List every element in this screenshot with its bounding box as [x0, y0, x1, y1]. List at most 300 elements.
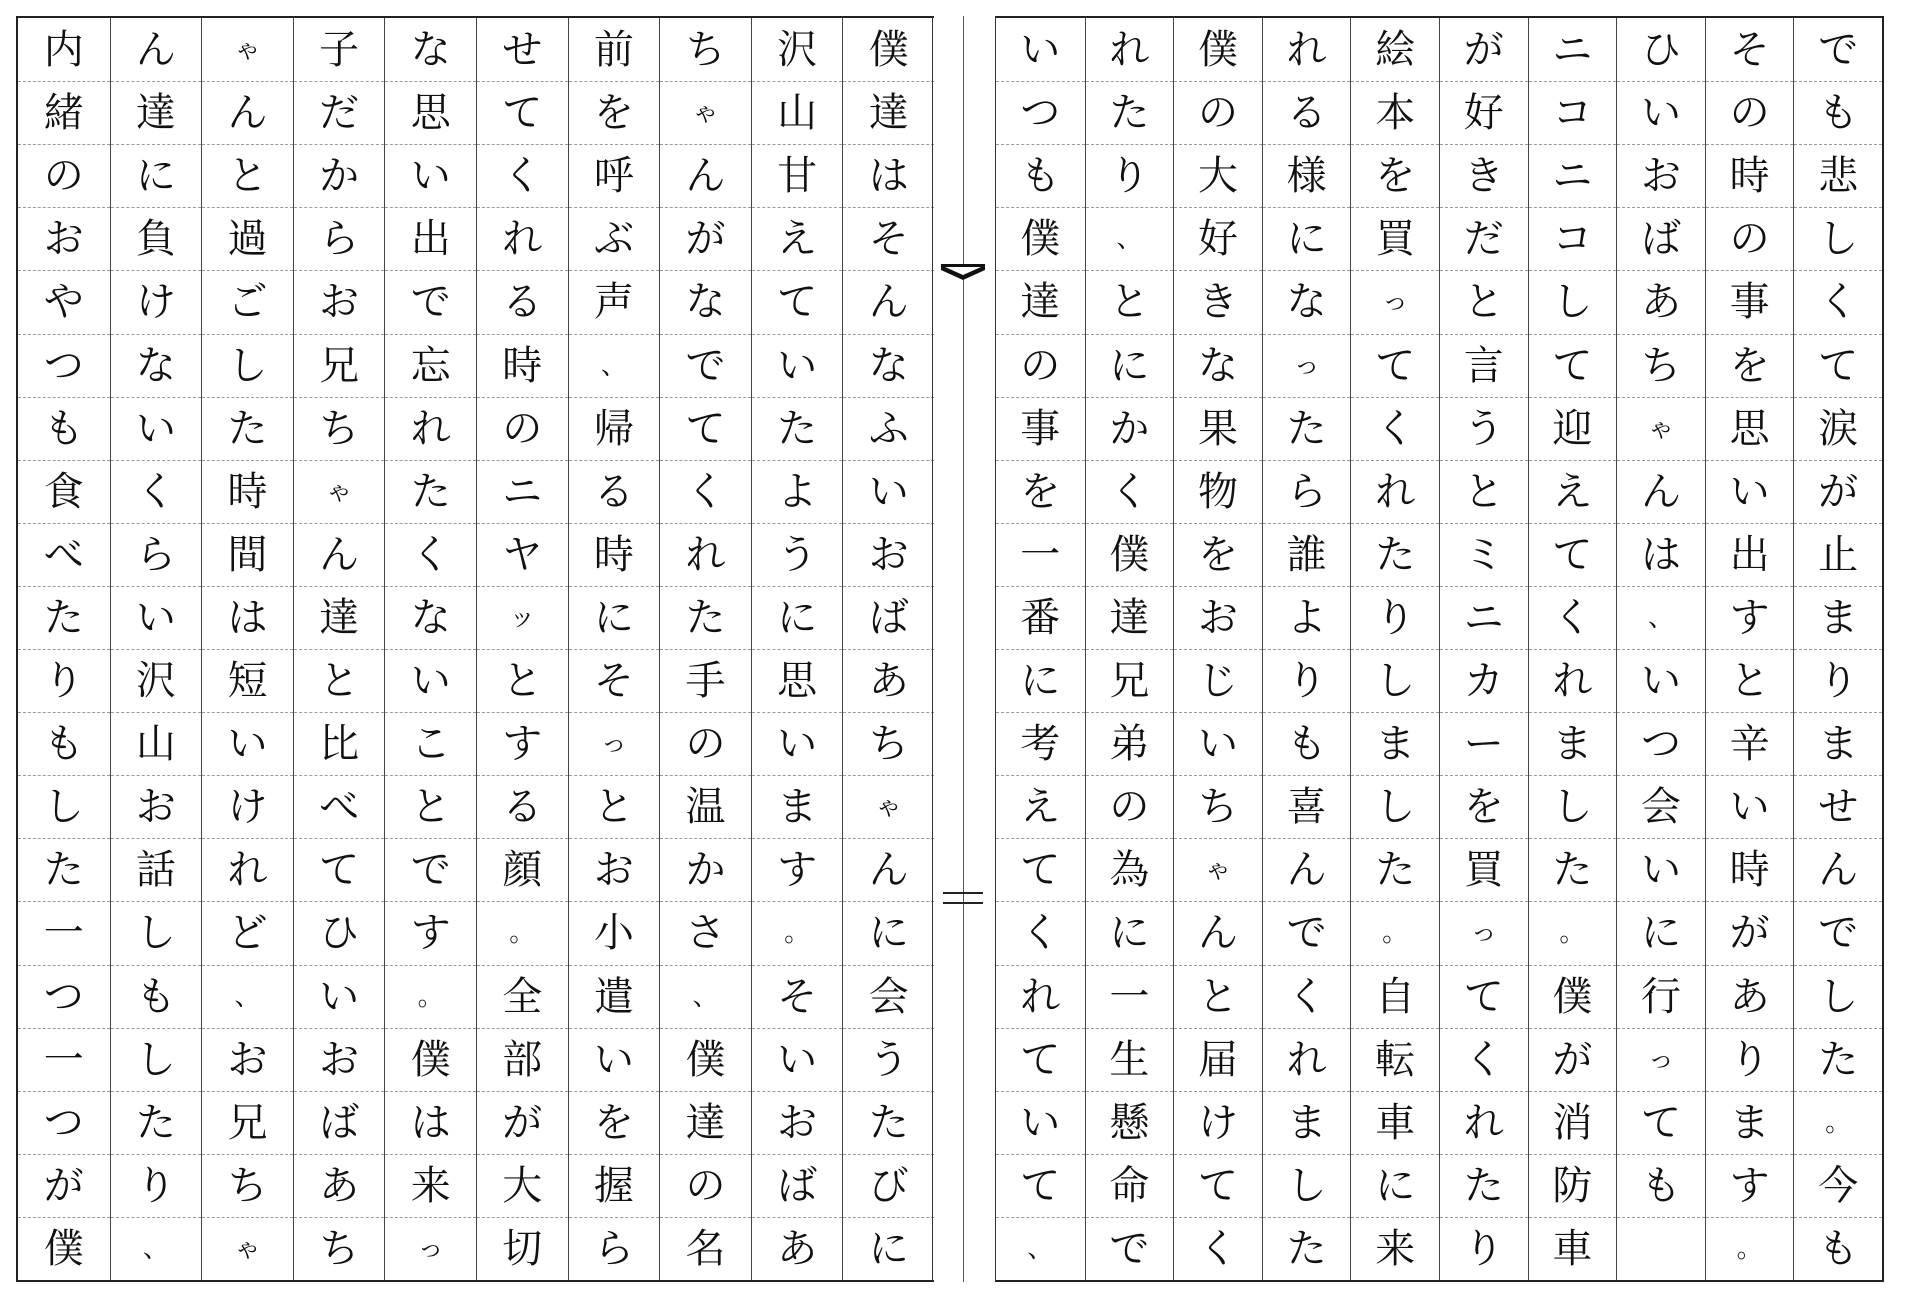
- manuscript-cell: さ: [660, 901, 751, 964]
- manuscript-cell: 達: [660, 1091, 751, 1154]
- manuscript-cell: 内: [43, 26, 84, 73]
- manuscript-cell: ま: [1794, 712, 1882, 775]
- manuscript-cell: 僕: [1529, 965, 1617, 1028]
- manuscript-cell: い: [294, 965, 385, 1028]
- manuscript-cell: く: [1174, 1217, 1262, 1280]
- manuscript-cell: で: [385, 270, 476, 333]
- right-page: [996, 16, 1884, 1282]
- manuscript-cell: い: [843, 460, 934, 523]
- manuscript-cell: 様: [1263, 144, 1351, 207]
- manuscript-cell: と: [294, 649, 385, 712]
- manuscript-cell: の: [1706, 81, 1794, 144]
- manuscript-cell: だ: [1440, 207, 1528, 270]
- manuscript-cell: た: [1529, 838, 1617, 901]
- manuscript-cell: ん: [1794, 838, 1882, 901]
- manuscript-cell: ん: [294, 523, 385, 586]
- manuscript-cell: え: [752, 207, 843, 270]
- manuscript-cell: て: [1529, 334, 1617, 397]
- manuscript-cell: ま: [1794, 586, 1882, 649]
- manuscript-cell: と: [1440, 460, 1528, 523]
- manuscript-cell: く: [1263, 965, 1351, 1028]
- manuscript-cell: い: [385, 144, 476, 207]
- manuscript-cell: 消: [1529, 1091, 1617, 1154]
- manuscript-cell: 大: [477, 1154, 568, 1217]
- manuscript-cell: に: [996, 649, 1085, 712]
- manuscript-cell: そ: [843, 207, 934, 270]
- manuscript-cell: ち: [843, 712, 934, 775]
- manuscript-cell: で: [385, 838, 476, 901]
- manuscript-cell: あ: [1706, 965, 1794, 1028]
- manuscript-cell: た: [1263, 1217, 1351, 1280]
- manuscript-cell: し: [1529, 270, 1617, 333]
- manuscript-cell: ち: [202, 1154, 293, 1217]
- manuscript-column: [1173, 18, 1262, 1280]
- manuscript-cell: か: [294, 144, 385, 207]
- manuscript-cell: 兄: [1086, 649, 1174, 712]
- manuscript-cell: ら: [294, 207, 385, 270]
- manuscript-cell: 僕: [996, 207, 1085, 270]
- manuscript-cell: 部: [477, 1028, 568, 1091]
- manuscript-cell: 行: [1617, 965, 1705, 1028]
- manuscript-column: [842, 18, 934, 1280]
- manuscript-cell: し: [1351, 649, 1439, 712]
- manuscript-cell: な: [1263, 270, 1351, 333]
- manuscript-cell: 一: [996, 523, 1085, 586]
- manuscript-cell: 僕: [385, 1028, 476, 1091]
- manuscript-cell: な: [660, 270, 751, 333]
- manuscript-cell: 、: [569, 334, 660, 397]
- manuscript-cell: 涙: [1794, 397, 1882, 460]
- manuscript-column: [1350, 18, 1439, 1280]
- manuscript-cell: ら: [569, 1217, 660, 1280]
- manuscript-cell: ー: [1440, 712, 1528, 775]
- manuscript-cell: 番: [996, 586, 1085, 649]
- manuscript-cell: 話: [111, 838, 202, 901]
- manuscript-cell: い: [385, 649, 476, 712]
- manuscript-column: [110, 18, 202, 1280]
- manuscript-cell: 止: [1794, 523, 1882, 586]
- manuscript-cell: た: [18, 838, 110, 901]
- manuscript-column: [659, 18, 751, 1280]
- manuscript-cell: ば: [843, 586, 934, 649]
- manuscript-cell: 車: [1351, 1091, 1439, 1154]
- manuscript-cell: る: [1263, 81, 1351, 144]
- manuscript-cell: て: [1794, 334, 1882, 397]
- manuscript-cell: が: [1529, 1028, 1617, 1091]
- manuscript-cell: を: [1706, 334, 1794, 397]
- manuscript-cell: べ: [18, 523, 110, 586]
- manuscript-cell: 。: [752, 901, 843, 964]
- manuscript-cell: も: [1263, 712, 1351, 775]
- manuscript-cell: し: [1263, 1154, 1351, 1217]
- manuscript-cell: り: [1440, 1217, 1528, 1280]
- manuscript-cell: 迎: [1529, 397, 1617, 460]
- manuscript-cell: 時: [569, 523, 660, 586]
- manuscript-cell: 今: [1794, 1154, 1882, 1217]
- manuscript-cell: と: [1086, 270, 1174, 333]
- manuscript-cell: お: [18, 207, 110, 270]
- manuscript-cell: た: [1351, 838, 1439, 901]
- manuscript-cell: 僕: [660, 1028, 751, 1091]
- manuscript-cell: を: [996, 460, 1085, 523]
- manuscript-cell: お: [111, 775, 202, 838]
- manuscript-cell: 、: [660, 965, 751, 1028]
- manuscript-cell: し: [202, 334, 293, 397]
- manuscript-cell: 短: [202, 649, 293, 712]
- manuscript-cell: の: [477, 397, 568, 460]
- manuscript-cell: 一: [18, 1028, 110, 1091]
- chevron-mark-icon: [941, 264, 985, 280]
- manuscript-cell: く: [996, 901, 1085, 964]
- manuscript-cell: た: [18, 586, 110, 649]
- manuscript-cell: ゃ: [1174, 838, 1262, 901]
- manuscript-cell: て: [1440, 965, 1528, 1028]
- manuscript-cell: い: [1617, 81, 1705, 144]
- manuscript-cell: の: [18, 144, 110, 207]
- manuscript-cell: を: [1440, 775, 1528, 838]
- manuscript-cell: ゃ: [660, 81, 751, 144]
- manuscript-cell: ち: [1617, 334, 1705, 397]
- manuscript-cell: 防: [1529, 1154, 1617, 1217]
- manuscript-cell: ば: [752, 1154, 843, 1217]
- manuscript-cell: が: [1463, 26, 1504, 73]
- manuscript-cell: り: [1086, 144, 1174, 207]
- manuscript-cell: て: [1529, 523, 1617, 586]
- manuscript-cell: 弟: [1086, 712, 1174, 775]
- manuscript-cell: た: [111, 1091, 202, 1154]
- manuscript-cell: る: [477, 775, 568, 838]
- manuscript-cell: た: [1263, 397, 1351, 460]
- manuscript-cell: る: [569, 460, 660, 523]
- manuscript-cell: ど: [202, 901, 293, 964]
- manuscript-cell: っ: [1440, 901, 1528, 964]
- manuscript-cell: じ: [1174, 649, 1262, 712]
- manuscript-cell: り: [1263, 649, 1351, 712]
- manuscript-cell: そ: [752, 965, 843, 1028]
- manuscript-cell: に: [1086, 334, 1174, 397]
- manuscript-cell: な: [410, 26, 451, 73]
- manuscript-cell: す: [1706, 586, 1794, 649]
- manuscript-cell: ん: [843, 838, 934, 901]
- manuscript-cell: 時: [1706, 838, 1794, 901]
- manuscript-cell: よ: [1263, 586, 1351, 649]
- manuscript-column: [1085, 18, 1174, 1280]
- manuscript-cell: の: [1174, 81, 1262, 144]
- manuscript-cell: て: [1174, 1154, 1262, 1217]
- manuscript-cell: ら: [1263, 460, 1351, 523]
- manuscript-cell: 山: [752, 81, 843, 144]
- manuscript-column: [1616, 18, 1705, 1280]
- manuscript-cell: て: [996, 1154, 1085, 1217]
- manuscript-cell: を: [569, 1091, 660, 1154]
- manuscript-cell: に: [1086, 901, 1174, 964]
- manuscript-cell: 事: [1706, 270, 1794, 333]
- manuscript-cell: あ: [752, 1217, 843, 1280]
- manuscript-cell: 温: [660, 775, 751, 838]
- manuscript-cell: 達: [843, 81, 934, 144]
- manuscript-cell: 間: [202, 523, 293, 586]
- manuscript-cell: 一: [1086, 965, 1174, 1028]
- manuscript-cell: ま: [1706, 1091, 1794, 1154]
- manuscript-cell: く: [477, 144, 568, 207]
- manuscript-cell: り: [111, 1154, 202, 1217]
- manuscript-cell: て: [1351, 334, 1439, 397]
- manuscript-cell: ぶ: [569, 207, 660, 270]
- manuscript-cell: 名: [660, 1217, 751, 1280]
- manuscript-cell: は: [1617, 523, 1705, 586]
- manuscript-cell: 転: [1351, 1028, 1439, 1091]
- manuscript-cell: だ: [294, 81, 385, 144]
- manuscript-cell: し: [1794, 207, 1882, 270]
- manuscript-cell: の: [1086, 775, 1174, 838]
- manuscript-cell: お: [1617, 144, 1705, 207]
- manuscript-cell: に: [1351, 1154, 1439, 1217]
- manuscript-cell: を: [569, 81, 660, 144]
- manuscript-cell: が: [660, 207, 751, 270]
- manuscript-cell: ニ: [477, 460, 568, 523]
- manuscript-cell: い: [1020, 26, 1061, 73]
- manuscript-cell: ニ: [1440, 586, 1528, 649]
- manuscript-cell: 。: [1351, 901, 1439, 964]
- manuscript-cell: 思: [1706, 397, 1794, 460]
- manuscript-cell: つ: [18, 1091, 110, 1154]
- manuscript-cell: と: [202, 144, 293, 207]
- manuscript-cell: つ: [18, 965, 110, 1028]
- manuscript-cell: を: [1351, 144, 1439, 207]
- manuscript-cell: て: [996, 838, 1085, 901]
- manuscript-cell: て: [752, 270, 843, 333]
- manuscript-cell: は: [202, 586, 293, 649]
- manuscript-cell: 達: [1086, 586, 1174, 649]
- gutter-fold-line: [963, 16, 964, 1282]
- manuscript-cell: ゃ: [1617, 397, 1705, 460]
- manuscript-cell: せ: [502, 26, 543, 73]
- manuscript-cell: は: [843, 144, 934, 207]
- manuscript-cell: ひ: [294, 901, 385, 964]
- manuscript-cell: 声: [569, 270, 660, 333]
- manuscript-cell: れ: [660, 523, 751, 586]
- manuscript-cell: っ: [385, 1217, 476, 1280]
- manuscript-cell: も: [1794, 81, 1882, 144]
- manuscript-cell: い: [1706, 775, 1794, 838]
- manuscript-cell: ん: [1174, 901, 1262, 964]
- manuscript-cell: も: [18, 397, 110, 460]
- manuscript-cell: 物: [1174, 460, 1262, 523]
- manuscript-cell: 、: [996, 1217, 1085, 1280]
- manuscript-cell: ひ: [1640, 26, 1681, 73]
- manuscript-cell: ら: [111, 523, 202, 586]
- manuscript-cell: 山: [111, 712, 202, 775]
- manuscript-cell: の: [996, 334, 1085, 397]
- manuscript-cell: ま: [1263, 1091, 1351, 1154]
- manuscript-cell: も: [1617, 1154, 1705, 1217]
- manuscript-cell: た: [843, 1091, 934, 1154]
- manuscript-cell: 来: [1351, 1217, 1439, 1280]
- manuscript-cell: つ: [996, 81, 1085, 144]
- center-gutter: [932, 16, 996, 1282]
- manuscript-cell: 会: [1617, 775, 1705, 838]
- manuscript-cell: し: [111, 901, 202, 964]
- manuscript-cell: 買: [1351, 207, 1439, 270]
- manuscript-column: [18, 18, 110, 1280]
- manuscript-cell: れ: [385, 397, 476, 460]
- manuscript-cell: り: [1794, 649, 1882, 712]
- manuscript-cell: れ: [1286, 26, 1327, 73]
- manuscript-cell: 達: [111, 81, 202, 144]
- manuscript-cell: 悲: [1794, 144, 1882, 207]
- manuscript-cell: 僕: [18, 1217, 110, 1280]
- manuscript-cell: た: [385, 460, 476, 523]
- manuscript-cell: ん: [1617, 460, 1705, 523]
- manuscript-cell: が: [18, 1154, 110, 1217]
- manuscript-cell: コ: [1529, 207, 1617, 270]
- manuscript-cell: き: [1174, 270, 1262, 333]
- manuscript-cell: 握: [569, 1154, 660, 1217]
- manuscript-cell: 考: [996, 712, 1085, 775]
- manuscript-cell: 遣: [569, 965, 660, 1028]
- manuscript-cell: ゃ: [202, 1217, 293, 1280]
- manuscript-cell: 子: [319, 26, 360, 73]
- manuscript-cell: い: [111, 586, 202, 649]
- manuscript-cell: 事: [996, 397, 1085, 460]
- manuscript-cell: 緒: [18, 81, 110, 144]
- manuscript-cell: ち: [1174, 775, 1262, 838]
- manuscript-cell: 忘: [385, 334, 476, 397]
- manuscript-cell: と: [477, 649, 568, 712]
- manuscript-cell: い: [752, 1028, 843, 1091]
- manuscript-cell: な: [385, 586, 476, 649]
- manuscript-cell: っ: [1351, 270, 1439, 333]
- manuscript-cell: [1617, 1217, 1705, 1280]
- manuscript-cell: い: [996, 1091, 1085, 1154]
- double-line-mark: [943, 892, 983, 904]
- manuscript-cell: お: [569, 838, 660, 901]
- manuscript-cell: ん: [1263, 838, 1351, 901]
- manuscript-cell: く: [1351, 397, 1439, 460]
- left-page: [16, 16, 934, 1282]
- manuscript-column: [1439, 18, 1528, 1280]
- manuscript-column: [568, 18, 660, 1280]
- manuscript-cell: た: [1351, 523, 1439, 586]
- manuscript-cell: と: [385, 775, 476, 838]
- manuscript-cell: 僕: [1086, 523, 1174, 586]
- manuscript-cell: く: [111, 460, 202, 523]
- manuscript-cell: て: [1617, 1091, 1705, 1154]
- manuscript-cell: い: [1617, 838, 1705, 901]
- manuscript-cell: せ: [1794, 775, 1882, 838]
- manuscript-cell: 来: [385, 1154, 476, 1217]
- manuscript-cell: ん: [843, 270, 934, 333]
- manuscript-cell: う: [752, 523, 843, 586]
- manuscript-column: [1262, 18, 1351, 1280]
- manuscript-cell: な: [1174, 334, 1262, 397]
- manuscript-cell: 帰: [569, 397, 660, 460]
- manuscript-cell: 沢: [111, 649, 202, 712]
- manuscript-cell: 切: [477, 1217, 568, 1280]
- manuscript-cell: そ: [569, 649, 660, 712]
- manuscript-cell: し: [1794, 965, 1882, 1028]
- manuscript-cell: と: [1440, 270, 1528, 333]
- manuscript-column: [384, 18, 476, 1280]
- manuscript-cell: コ: [1529, 81, 1617, 144]
- manuscript-cell: ば: [294, 1091, 385, 1154]
- manuscript-column: [996, 18, 1085, 1280]
- manuscript-cell: カ: [1440, 649, 1528, 712]
- manuscript-cell: 為: [1086, 838, 1174, 901]
- manuscript-cell: と: [569, 775, 660, 838]
- manuscript-cell: く: [660, 460, 751, 523]
- manuscript-cell: た: [202, 397, 293, 460]
- manuscript-cell: ヤ: [477, 523, 568, 586]
- manuscript-cell: 食: [18, 460, 110, 523]
- manuscript-cell: い: [1174, 712, 1262, 775]
- manuscript-cell: れ: [1529, 649, 1617, 712]
- manuscript-cell: に: [843, 1217, 934, 1280]
- manuscript-cell: 前: [593, 26, 634, 73]
- manuscript-cell: ミ: [1440, 523, 1528, 586]
- manuscript-cell: 果: [1174, 397, 1262, 460]
- manuscript-cell: こ: [385, 712, 476, 775]
- manuscript-cell: を: [1174, 523, 1262, 586]
- manuscript-cell: す: [1706, 1154, 1794, 1217]
- manuscript-cell: も: [18, 712, 110, 775]
- manuscript-cell: に: [1617, 901, 1705, 964]
- manuscript-cell: 甘: [752, 144, 843, 207]
- manuscript-cell: 好: [1440, 81, 1528, 144]
- manuscript-cell: 過: [202, 207, 293, 270]
- manuscript-cell: お: [843, 523, 934, 586]
- manuscript-cell: ッ: [477, 586, 568, 649]
- manuscript-cell: に: [1263, 207, 1351, 270]
- manuscript-cell: び: [843, 1154, 934, 1217]
- manuscript-cell: の: [660, 1154, 751, 1217]
- manuscript-cell: 辛: [1706, 712, 1794, 775]
- manuscript-cell: ん: [202, 81, 293, 144]
- manuscript-cell: ニ: [1529, 144, 1617, 207]
- manuscript-cell: ゃ: [294, 460, 385, 523]
- manuscript-cell: ん: [135, 26, 176, 73]
- manuscript-cell: け: [111, 270, 202, 333]
- manuscript-cell: の: [1706, 207, 1794, 270]
- manuscript-cell: た: [1086, 81, 1174, 144]
- manuscript-cell: ち: [294, 1217, 385, 1280]
- manuscript-cell: べ: [294, 775, 385, 838]
- manuscript-cell: 時: [477, 334, 568, 397]
- manuscript-cell: 自: [1351, 965, 1439, 1028]
- manuscript-cell: 負: [111, 207, 202, 270]
- manuscript-cell: て: [660, 397, 751, 460]
- manuscript-cell: 思: [752, 649, 843, 712]
- manuscript-cell: れ: [1440, 1091, 1528, 1154]
- manuscript-cell: お: [202, 1028, 293, 1091]
- manuscript-cell: 時: [202, 460, 293, 523]
- manuscript-cell: ふ: [843, 397, 934, 460]
- manuscript-cell: な: [843, 334, 934, 397]
- manuscript-cell: 、: [111, 1217, 202, 1280]
- manuscript-cell: 時: [1706, 144, 1794, 207]
- manuscript-column: [1793, 18, 1882, 1280]
- manuscript-cell: し: [111, 1028, 202, 1091]
- manuscript-cell: 達: [996, 270, 1085, 333]
- manuscript-cell: れ: [996, 965, 1085, 1028]
- manuscript-cell: は: [385, 1091, 476, 1154]
- manuscript-cell: か: [1086, 397, 1174, 460]
- manuscript-cell: も: [1794, 1217, 1882, 1280]
- manuscript-cell: く: [1794, 270, 1882, 333]
- manuscript-cell: 。: [1794, 1091, 1882, 1154]
- manuscript-cell: 思: [385, 81, 476, 144]
- manuscript-cell: で: [1818, 26, 1859, 73]
